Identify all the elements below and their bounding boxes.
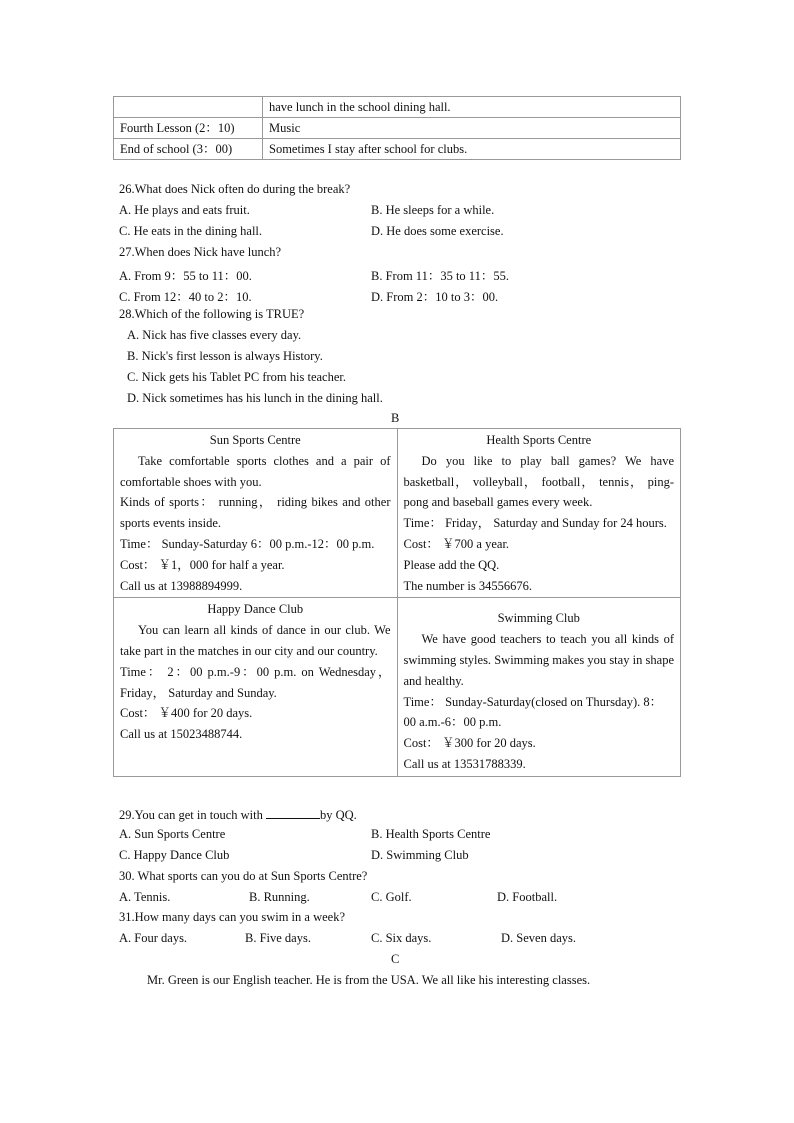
ad-cost: Cost： ￥700 a year. [403,536,510,551]
ad-intro: Do you like to play ball games? We have basketball， volleyball， football， tennis， ping-pong and baseball games every week. [403,453,674,510]
q28-option-b: B. Nick's first lesson is always History. [127,349,323,363]
ad-kinds: Kinds of sports： running， riding bikes and other sports events inside. [120,495,391,531]
section-b-heading: B [391,411,400,425]
schedule-activity: have lunch in the school dining hall. [263,97,681,118]
q28-stem: 28.Which of the following is TRUE? [119,307,305,321]
schedule-time: End of school (3：00) [114,139,263,160]
ad-intro: We have good teachers to teach you all kinds of swimming styles. Swimming makes you stay in shape and healthy. [403,632,674,688]
ad-cost: Cost： ￥1，000 for half a year. [120,557,285,572]
q28-option-a: A. Nick has five classes every day. [127,328,302,342]
ad-cost: Cost： ￥300 for 20 days. [403,736,536,751]
q26-option-b: B. He sleeps for a while. [371,203,495,217]
ads-table [113,428,681,777]
ad-happy-dance-club [114,598,398,776]
q27-stem: 27.When does Nick have lunch? [119,245,282,259]
q31-option-d: D. Seven days. [501,931,576,945]
ad-intro: You can learn all kinds of dance in our club. We take part in the matches in our city and our country. [120,623,391,658]
schedule-time: Fourth Lesson (2：10) [114,118,263,139]
ad-phone: Call us at 13988894999. [120,578,243,593]
ad-title: Happy Dance Club [207,602,304,617]
q29-option-c: C. Happy Dance Club [119,848,230,862]
ad-phone: Call us at 15023488744. [120,727,243,742]
ad-qq-number: The number is 34556676. [403,578,532,593]
passage-c-first-line: Mr. Green is our English teacher. He is from the USA. We all like his interesting classes. [147,973,591,987]
ad-time: Time： 2：00 p.m.-9：00 p.m. on Wednesday， Friday， Saturday and Sunday. [120,664,391,700]
q31-option-c: C. Six days. [371,931,432,945]
table-row [114,97,681,118]
q26-option-c: C. He eats in the dining hall. [119,224,263,238]
q30-option-d: D. Football. [497,890,558,904]
q31-option-a: A. Four days. [119,931,188,945]
ad-intro: Take comfortable sports clothes and a pair of comfortable shoes with you. [120,453,391,489]
q29-stem-start: 29.You can get in touch with [119,808,266,822]
table-row [114,598,681,776]
q27-option-c: C. From 12：40 to 2：10. [119,290,252,304]
schedule-time [114,97,263,118]
q28-option-d: D. Nick sometimes has his lunch in the dining hall. [127,391,383,405]
answer-blank [266,806,320,819]
q29-option-b: B. Health Sports Centre [371,827,491,841]
q30-option-a: A. Tennis. [119,890,171,904]
ad-health-sports-centre [397,429,681,598]
table-row [114,429,681,598]
ad-phone: Call us at 13531788339. [403,756,526,771]
schedule-activity: Music [263,118,681,139]
q26-option-a: A. He plays and eats fruit. [119,203,250,217]
ad-time: Time： Friday， Saturday and Sunday for 24 hours. [403,516,667,531]
ad-cost: Cost： ￥400 for 20 days. [120,706,253,721]
section-c-heading: C [391,952,400,966]
ad-qq: Please add the QQ. [403,557,500,572]
q27-option-d: D. From 2：10 to 3：00. [371,290,499,304]
table-row [114,118,681,139]
ad-swimming-club [397,598,681,776]
q30-stem: 30. What sports can you do at Sun Sports Centre? [119,869,368,883]
q27-option-b: B. From 11：35 to 11：55. [371,269,509,283]
ad-title: Swimming Club [497,611,580,626]
schedule-table [113,96,681,160]
ad-time: Time： Sunday-Saturday(closed on Thursday). 8：00 a.m.-6：00 p.m. [403,694,663,730]
schedule-activity: Sometimes I stay after school for clubs. [263,139,681,160]
q29-option-a: A. Sun Sports Centre [119,827,226,841]
q31-option-b: B. Five days. [245,931,311,945]
q27-option-a: A. From 9：55 to 11：00. [119,269,252,283]
ad-title: Health Sports Centre [486,433,592,447]
q29-stem-end: by QQ. [320,808,357,822]
q26-stem: 26.What does Nick often do during the break? [119,182,351,196]
q29-stem [119,806,357,823]
ad-time: Time： Sunday-Saturday 6：00 p.m.-12：00 p.m. [120,536,375,551]
q30-option-c: C. Golf. [371,890,412,904]
q31-stem: 31.How many days can you swim in a week? [119,910,345,924]
ad-sun-sports-centre [114,429,398,598]
q30-option-b: B. Running. [249,890,310,904]
q28-option-c: C. Nick gets his Tablet PC from his teacher. [127,370,347,384]
q29-option-d: D. Swimming Club [371,848,469,862]
q26-option-d: D. He does some exercise. [371,224,504,238]
ad-title: Sun Sports Centre [209,433,301,447]
table-row [114,139,681,160]
